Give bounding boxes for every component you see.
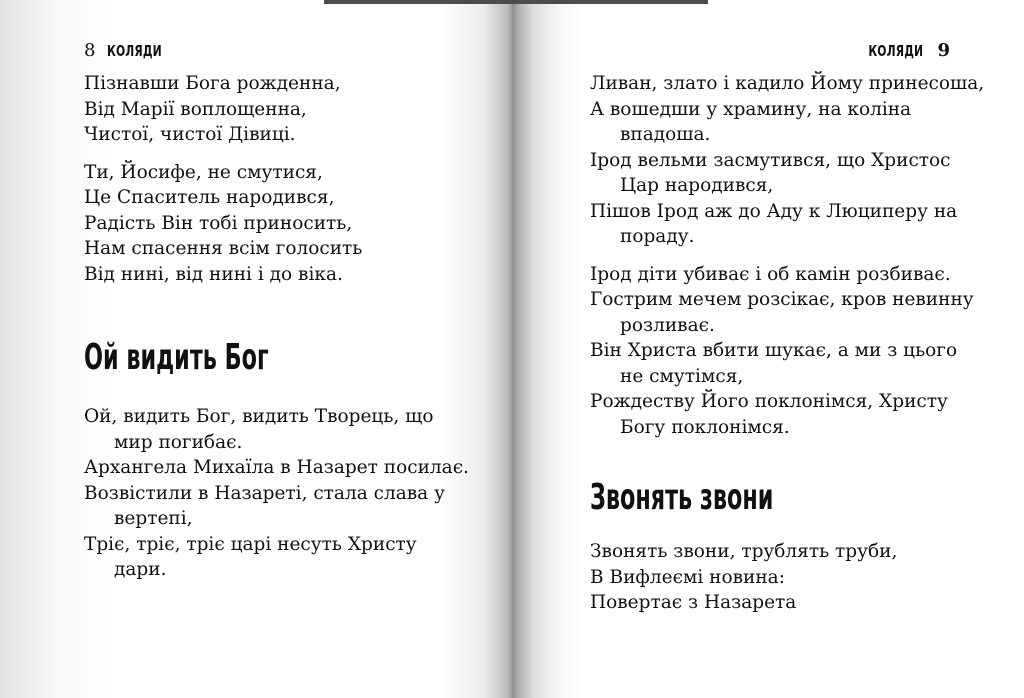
verse-line: Звонять звони, трублять труби, bbox=[590, 541, 898, 562]
verse-line: Ірод вельми засмутився, що Христос bbox=[590, 149, 951, 171]
verse-line: Повертає з Назарета bbox=[590, 592, 797, 613]
verse-line: Тріє, тріє, тріє царі несуть Христу bbox=[84, 533, 417, 555]
verse-line: Ти, Йосифе, не смутися, bbox=[84, 161, 323, 183]
right-column-bottom bbox=[590, 539, 970, 628]
verse-line: В Вифлеємі новина: bbox=[590, 566, 785, 588]
top-edge-strip bbox=[324, 0, 708, 4]
verse-line: Ой, видить Бог, видить Творець, що bbox=[84, 406, 434, 427]
verse-line: Чистої, чистої Дівиці. bbox=[84, 124, 296, 145]
verse-line: Ірод діти убиває і об камін розбиває. bbox=[590, 263, 951, 285]
verse-line: Він Христа вбити шукає, а ми з цього bbox=[590, 340, 958, 361]
stanza bbox=[590, 539, 970, 616]
left-running-head: КОЛЯДИ bbox=[107, 42, 163, 60]
verse-line-continuation: впадоша. bbox=[620, 124, 711, 145]
stanza bbox=[84, 160, 474, 288]
verse-line: Пізнавши Бога рожденна, bbox=[84, 73, 341, 94]
verse-line-continuation: розливає. bbox=[620, 314, 715, 336]
verse-line: Рождеству Його поклонімся, Христу bbox=[590, 391, 948, 412]
verse-line: Ливан, злато і кадило Йому принесоша, bbox=[590, 73, 985, 94]
right-running-head: КОЛЯДИ bbox=[868, 42, 924, 60]
verse-line: Це Спаситель народився, bbox=[84, 187, 335, 208]
left-column-bottom bbox=[84, 404, 474, 595]
verse-line-continuation: Цар народився, bbox=[620, 175, 774, 196]
stanza bbox=[84, 71, 474, 148]
left-page-header bbox=[84, 38, 184, 64]
verse-line: Возвістили в Назареті, стала слава у bbox=[84, 482, 445, 504]
verse-line: Від Марії воплощенна, bbox=[84, 98, 307, 120]
verse-line-continuation: пораду. bbox=[620, 226, 695, 247]
verse-line-continuation: дари. bbox=[114, 559, 167, 580]
verse-line-continuation: Богу поклонімся. bbox=[620, 416, 790, 438]
verse-line: Архангела Михаїла в Назарет посилає. bbox=[84, 457, 469, 478]
stanza bbox=[590, 262, 974, 441]
verse-line: Від нині, від нині і до віка. bbox=[84, 263, 343, 285]
left-column-top bbox=[84, 71, 474, 299]
verse-line: Гострим мечем розсікає, кров невинну bbox=[590, 289, 974, 310]
right-page-number: 9 bbox=[937, 40, 950, 61]
verse-line-continuation: вертепі, bbox=[114, 508, 193, 529]
verse-line: Нам спасення всім голосить bbox=[84, 238, 363, 259]
verse-line-continuation: мир погибає. bbox=[114, 431, 243, 453]
stanza bbox=[84, 404, 474, 583]
verse-line-continuation: не смутімся, bbox=[620, 365, 744, 387]
right-page-header bbox=[847, 38, 950, 64]
right-column-top bbox=[590, 71, 985, 452]
stanza bbox=[590, 71, 985, 250]
left-page-number: 8 bbox=[84, 40, 96, 61]
verse-line: Радість Він тобі приносить, bbox=[84, 212, 353, 234]
song-title: Ой видить Бог bbox=[84, 337, 269, 378]
song-title: Звонять звони bbox=[590, 477, 774, 518]
verse-line: Пішов Ірод аж до Аду к Люциперу на bbox=[590, 200, 958, 222]
verse-line: А вошедши у храмину, на коліна bbox=[590, 98, 912, 120]
